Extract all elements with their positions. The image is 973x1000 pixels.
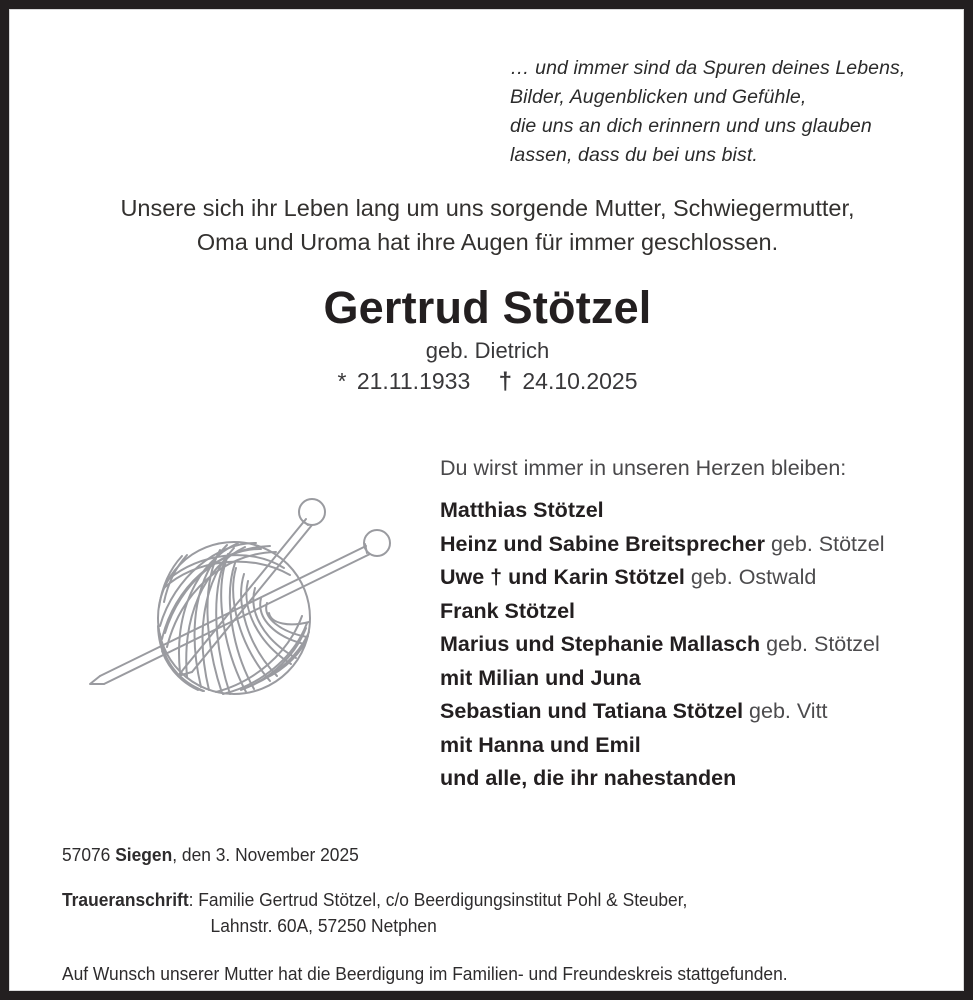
footer-block: [62, 842, 932, 987]
death-date: 24.10.2025: [522, 368, 638, 394]
survivor-name: mit Milian und Juna: [440, 665, 641, 690]
survivors-lead: Du wirst immer in unseren Herzen bleiben:: [440, 456, 847, 480]
mourning-address-line-2: Lahnstr. 60A, 57250 Netphen: [210, 915, 437, 936]
survivor-entry: [440, 695, 960, 729]
memorial-poem: [510, 54, 905, 170]
place-and-date-line: [62, 842, 880, 868]
life-dates: [10, 366, 964, 397]
mourning-address-line: [62, 887, 880, 913]
survivor-name: mit Hanna und Emil: [440, 732, 641, 757]
funeral-note: Auf Wunsch unserer Mutter hat die Beerdigung im Familien- und Freundeskreis stattgefunden.: [62, 963, 788, 984]
survivor-entry: [440, 762, 960, 796]
deceased-name-block: [10, 282, 964, 397]
survivor-name: Heinz und Sabine Breitsprecher: [440, 531, 765, 556]
survivor-name: und alle, die ihr nahestanden: [440, 766, 737, 790]
death-cross-icon: †: [498, 368, 512, 395]
survivors-block: [440, 453, 960, 796]
notice-sheet: [9, 9, 964, 991]
intro-line-1: Unsere sich ihr Leben lang um uns sorgende Mutter, Schwiegermutter,: [120, 195, 855, 221]
poem-line-4: lassen, dass du bei uns bist.: [510, 144, 758, 166]
date-text: , den 3. November 2025: [172, 844, 359, 865]
survivor-maiden: geb. Vitt: [749, 699, 828, 723]
survivor-entry: [440, 595, 960, 629]
deceased-maiden-name: geb. Dietrich: [425, 338, 550, 363]
survivor-name: Frank Stötzel: [440, 598, 575, 623]
birth-star-icon: *: [337, 368, 347, 394]
survivor-entry: [440, 729, 960, 763]
survivor-entry: [440, 628, 960, 662]
poem-line-3: die uns an dich erinnern und uns glauben: [510, 115, 872, 137]
survivor-name: Sebastian und Tatiana Stötzel: [440, 699, 744, 723]
intro-statement: [10, 191, 964, 259]
survivor-name: Uwe † und Karin Stötzel: [440, 565, 685, 589]
mourning-address-value: : Familie Gertrud Stötzel, c/o Beerdigungsinstitut Pohl & Steuber,: [188, 889, 688, 910]
intro-line-2: Oma und Uroma hat ihre Augen für immer geschlossen.: [196, 229, 779, 255]
birth-date: 21.11.1933: [356, 368, 471, 394]
postcode: 57076: [62, 844, 116, 865]
mourning-address-label: Traueranschrift: [62, 889, 189, 910]
survivor-maiden: geb. Stötzel: [770, 531, 885, 556]
yarn-ball-with-knitting-needles-icon: [70, 476, 400, 716]
survivor-entry: [440, 662, 960, 696]
city: Siegen: [115, 844, 173, 865]
survivor-entry: [440, 528, 960, 562]
survivor-entry: [440, 494, 960, 528]
deceased-name: Gertrud Stötzel: [323, 282, 652, 333]
survivor-name: Matthias Stötzel: [440, 498, 604, 522]
poem-line-1: … und immer sind da Spuren deines Lebens,: [510, 57, 906, 79]
poem-line-2: Bilder, Augenblicken und Gefühle,: [510, 86, 807, 108]
survivor-entry: [440, 561, 960, 595]
survivor-maiden: geb. Stötzel: [766, 632, 880, 656]
survivor-name: Marius und Stephanie Mallasch: [440, 632, 761, 656]
survivor-maiden: geb. Ostwald: [690, 565, 817, 589]
